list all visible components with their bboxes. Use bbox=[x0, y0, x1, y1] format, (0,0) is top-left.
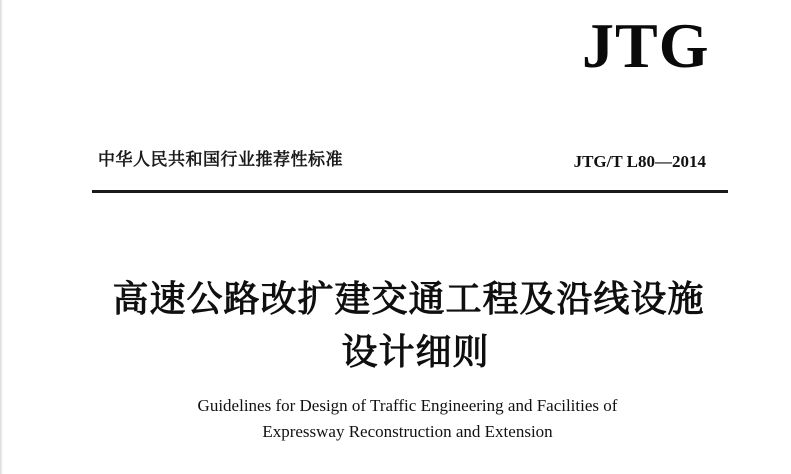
english-title-line-2: Expressway Reconstruction and Extension bbox=[262, 422, 553, 441]
standard-category: 中华人民共和国行业推荐性标准 bbox=[98, 150, 343, 170]
english-title-line-1: Guidelines for Design of Traffic Engineering and Facilities of bbox=[197, 396, 618, 415]
header-divider bbox=[92, 190, 728, 193]
chinese-title-line-1: 高速公路改扩建交通工程及沿线设施 bbox=[112, 279, 705, 320]
chinese-title-line-2: 设计细则 bbox=[341, 332, 490, 373]
standard-number: JTG/T L80—2014 bbox=[573, 152, 706, 171]
page-edge-shadow bbox=[0, 0, 3, 474]
jtg-logo: JTG bbox=[582, 10, 710, 81]
